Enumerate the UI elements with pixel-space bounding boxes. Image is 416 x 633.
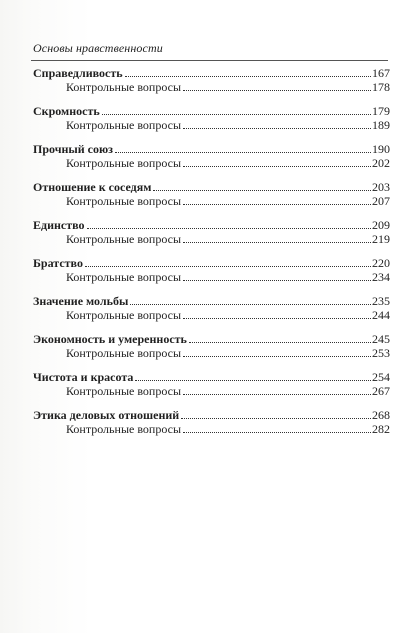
dot-leader [183, 318, 371, 319]
toc-entry-questions [66, 346, 390, 360]
toc-page-number: 253 [372, 346, 390, 360]
toc-section-title: Братство [33, 256, 83, 270]
toc-entry-questions [66, 194, 390, 208]
toc-section-title: Чистота и красота [33, 370, 134, 384]
toc-questions-title: Контрольные вопросы [66, 118, 182, 132]
toc-page-number: 254 [372, 370, 390, 384]
dot-leader [183, 166, 371, 167]
toc-page-number: 282 [372, 422, 390, 436]
toc-questions-title: Контрольные вопросы [66, 156, 182, 170]
dot-leader [115, 152, 371, 153]
toc-page-number: 167 [372, 66, 390, 80]
toc-page-number: 244 [372, 308, 390, 322]
toc-page-number: 245 [372, 332, 390, 346]
toc-section-title: Скромность [33, 104, 100, 118]
toc-entry-questions [66, 308, 390, 322]
toc-entry-questions [66, 156, 390, 170]
toc-section-title: Отношение к соседям [33, 180, 152, 194]
toc-page-number: 268 [372, 408, 390, 422]
dot-leader [85, 266, 371, 267]
dot-leader [153, 190, 371, 191]
dot-leader [87, 228, 371, 229]
toc-entry-section [33, 370, 390, 384]
toc-questions-title: Контрольные вопросы [66, 346, 182, 360]
toc-page-number: 190 [372, 142, 390, 156]
dot-leader [130, 304, 371, 305]
dot-leader [181, 418, 371, 419]
dot-leader [183, 394, 371, 395]
dot-leader [183, 280, 371, 281]
toc-page-number: 219 [372, 232, 390, 246]
toc-entry-section [33, 408, 390, 422]
toc-questions-title: Контрольные вопросы [66, 194, 182, 208]
toc-entry-section [33, 332, 390, 346]
toc-page-number: 203 [372, 180, 390, 194]
dot-leader [183, 128, 371, 129]
toc-entry-section [33, 294, 390, 308]
toc-section-title: Прочный союз [33, 142, 113, 156]
dot-leader [135, 380, 371, 381]
toc-section-title: Экономность и умеренность [33, 332, 187, 346]
toc-section-title: Этика деловых отношений [33, 408, 180, 422]
toc-entry-section [33, 180, 390, 194]
dot-leader [183, 432, 371, 433]
toc-entry-section [33, 218, 390, 232]
toc-page-number: 234 [372, 270, 390, 284]
toc-section-title: Единство [33, 218, 85, 232]
dot-leader [183, 204, 371, 205]
toc-questions-title: Контрольные вопросы [66, 232, 182, 246]
toc-page-number: 209 [372, 218, 390, 232]
toc-questions-title: Контрольные вопросы [66, 384, 182, 398]
toc-entry-questions [66, 232, 390, 246]
toc-page-number: 220 [372, 256, 390, 270]
dot-leader [183, 356, 371, 357]
toc-entry-questions [66, 384, 390, 398]
toc-questions-title: Контрольные вопросы [66, 270, 182, 284]
toc-entry-questions [66, 80, 390, 94]
toc-entry-section [33, 66, 390, 80]
toc-page-number: 207 [372, 194, 390, 208]
toc-entry-questions [66, 270, 390, 284]
toc-page-number: 267 [372, 384, 390, 398]
toc-page-number: 189 [372, 118, 390, 132]
toc-entry-section [33, 142, 390, 156]
dot-leader [189, 342, 371, 343]
toc-section-title: Справедливость [33, 66, 123, 80]
toc-page-number: 179 [372, 104, 390, 118]
toc-page-number: 235 [372, 294, 390, 308]
dot-leader [183, 90, 371, 91]
toc-section-title: Значение мольбы [33, 294, 129, 308]
toc-questions-title: Контрольные вопросы [66, 422, 182, 436]
dot-leader [102, 114, 371, 115]
toc-entry-section [33, 104, 390, 118]
dot-leader [125, 76, 371, 77]
toc-entry-questions [66, 422, 390, 436]
toc-entry-questions [66, 118, 390, 132]
toc-page-number: 202 [372, 156, 390, 170]
toc-questions-title: Контрольные вопросы [66, 80, 182, 94]
toc-page-number: 178 [372, 80, 390, 94]
running-header: Основы нравственности [33, 41, 163, 55]
toc-entry-section [33, 256, 390, 270]
toc-questions-title: Контрольные вопросы [66, 308, 182, 322]
dot-leader [183, 242, 371, 243]
